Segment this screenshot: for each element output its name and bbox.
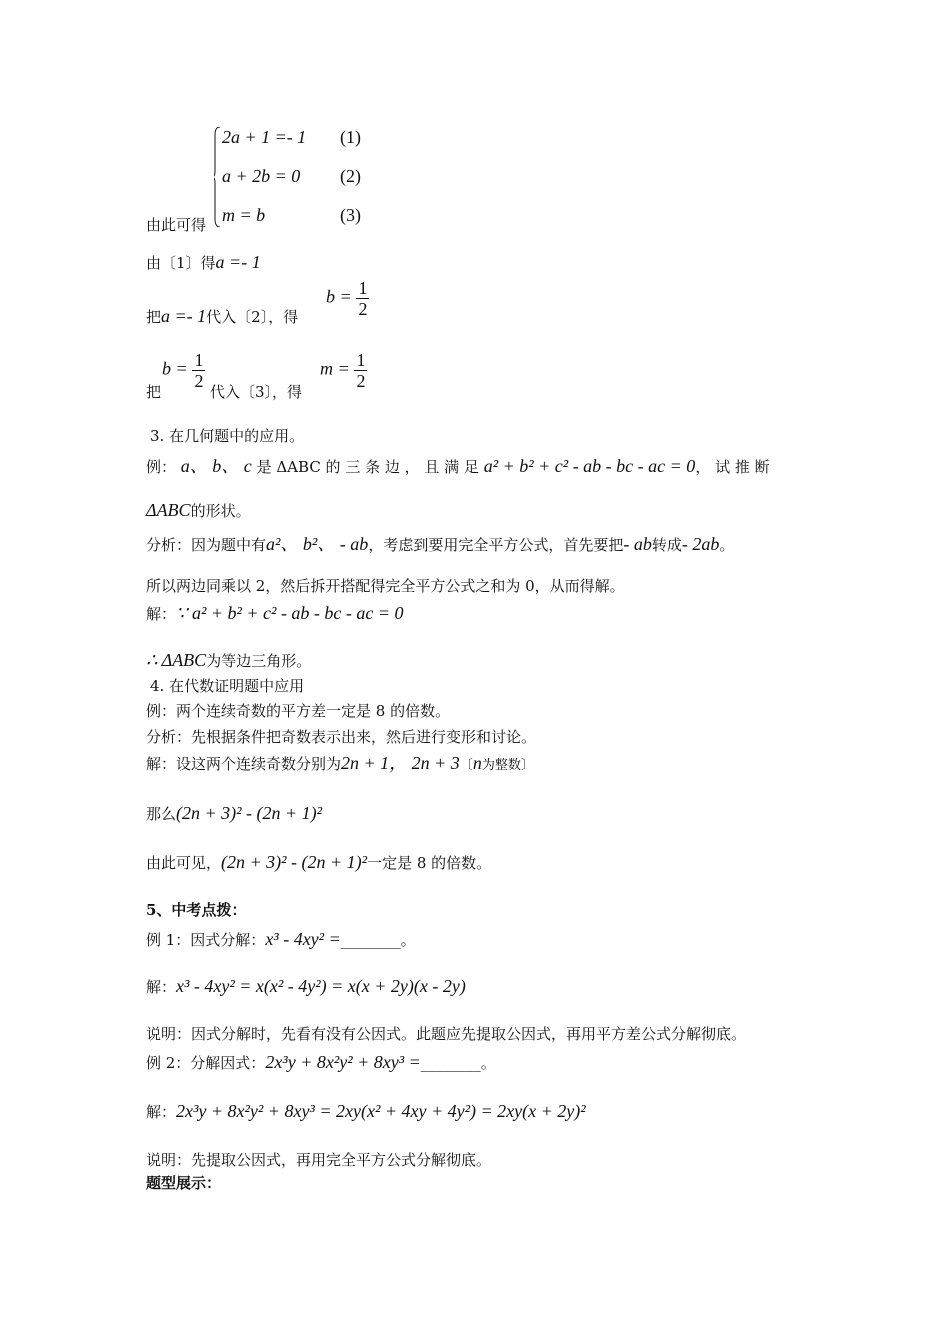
sec3-concl-text: 为等边三角形。	[206, 652, 312, 670]
sec3-concl-math: ∴ ΔABC	[146, 650, 207, 670]
step3-mid: 代入〔3〕，得	[210, 383, 303, 401]
sec4-then-math: (2n + 3)² - (2n + 1)²	[176, 803, 323, 823]
step1-line	[146, 252, 261, 273]
sec4-concl-post: 一定是 8 的倍数。	[367, 854, 492, 872]
sec5-sol1-pre: 解：	[146, 978, 177, 996]
step3-den: 2	[194, 371, 204, 391]
sec3-ana-pre: 分析：因为题中有	[146, 536, 267, 554]
sec3-ex-post: ， 试 推 断	[695, 458, 770, 476]
step3-rfraction	[354, 350, 367, 391]
left-brace	[214, 127, 220, 227]
sec3-ana-to: 转成	[651, 536, 682, 554]
step3-result	[320, 350, 367, 391]
sec3-analysis	[146, 534, 734, 555]
system-label1: (1)	[340, 127, 361, 147]
sec5-title: 5、中考点拨：	[146, 901, 247, 919]
system-intro: 由此可得	[146, 216, 207, 234]
sec4-then	[146, 803, 322, 824]
step3-rlhs: m =	[320, 358, 350, 379]
sec4-then-pre: 那么	[146, 805, 177, 823]
step1-text: 由〔1〕得	[146, 254, 216, 272]
step2-fraction	[356, 278, 369, 319]
step3-lhs: b =	[162, 358, 188, 379]
sec5-ex1-blank: ________	[340, 931, 401, 949]
system-eq1: 2a + 1 =- 1	[222, 127, 307, 147]
sec3-example-line2	[146, 500, 251, 521]
sec3-sol-pre: 解：	[146, 605, 177, 623]
sec3-ex2-math: ΔABC	[146, 500, 191, 520]
sec3-ana-mid: ，考虑到要用完全平方公式，首先要把	[368, 536, 624, 554]
step2-line	[146, 306, 298, 327]
sec3-ana-terms: a²、 b²、 - ab	[266, 534, 369, 554]
sec5-sol2-math: 2x³y + 8x²y² + 8xy³ = 2xy(x² + 4xy + 4y²) = 2xy(x + 2y)²	[176, 1101, 586, 1121]
question-types-title: 题型展示：	[146, 1174, 222, 1192]
sec5-note1: 说明：因式分解时，先看有没有公因式。此题应先提取公因式，再用平方差公式分解彻底。	[146, 1025, 747, 1043]
step3-lhs-block	[162, 350, 205, 391]
sec3-sol-eq: ∵ a² + b² + c² - ab - bc - ac = 0	[176, 603, 404, 623]
step3-rden: 2	[356, 371, 366, 391]
sec5-ex1-math: x³ - 4xy² =	[265, 929, 341, 949]
sec4-concl-pre: 由此可见，	[146, 854, 222, 872]
sec3-ana-end: 。	[719, 536, 735, 554]
system-eq3: m = b	[222, 205, 266, 225]
sec5-solution2	[146, 1101, 586, 1122]
sec3-solution	[146, 603, 404, 624]
step3-num: 1	[194, 350, 204, 370]
sec4-note-post: 为整数〕	[481, 758, 534, 773]
step2-num: 1	[358, 278, 368, 298]
step2-math: a =- 1	[161, 306, 207, 326]
sec4-conclusion	[146, 852, 491, 873]
sec4-note-pre: 〔	[459, 758, 473, 773]
sec3-ex-vars: a、 b、 c	[180, 456, 252, 476]
sec5-ex2-end: 。	[480, 1054, 496, 1072]
sec4-concl-math: (2n + 3)² - (2n + 1)²	[221, 852, 368, 872]
sec5-ex1-pre: 例 1：因式分解：	[146, 931, 266, 949]
sec3-ana-t1: - ab	[623, 534, 652, 554]
step2-result	[326, 278, 369, 319]
sec4-sol-math: 2n + 1， 2n + 3	[341, 753, 460, 773]
sec3-ana-t2: - 2ab	[681, 534, 720, 554]
sec5-example1	[146, 929, 416, 950]
sec4-sol-pre: 解：设这两个连续奇数分别为	[146, 755, 342, 773]
sec5-note2: 说明：先提取公因式，再用完全平方公式分解彻底。	[146, 1151, 492, 1169]
sec5-ex1-end: 。	[400, 931, 416, 949]
system-label3: (3)	[340, 205, 361, 225]
sec5-ex2-pre: 例 2：分解因式：	[146, 1054, 266, 1072]
sec4-analysis: 分析：先根据条件把奇数表示出来，然后进行变形和讨论。	[146, 728, 537, 746]
system-eq2: a + 2b = 0	[222, 166, 301, 186]
sec5-sol2-pre: 解：	[146, 1103, 177, 1121]
sec3-example	[146, 456, 770, 477]
step2-pre: 把	[146, 308, 162, 326]
sec3-ex-pre: 例：	[146, 458, 177, 476]
step2-mid: 代入〔2〕，得	[206, 308, 299, 326]
sec5-example2	[146, 1052, 496, 1073]
sec5-ex2-math: 2x³y + 8x²y² + 8xy³ =	[265, 1052, 421, 1072]
sec4-title: 4. 在代数证明题中应用	[150, 677, 305, 695]
step2-den: 2	[358, 299, 368, 319]
step1-math: a =- 1	[215, 252, 261, 272]
sec4-n: n	[472, 753, 482, 773]
sec5-ex2-blank: ________	[420, 1054, 481, 1072]
sec3-ex-eq: a² + b² + c² - ab - bc - ac = 0	[483, 456, 696, 476]
sec3-conclusion	[146, 650, 311, 671]
step2-lhs: b =	[326, 286, 352, 307]
sec5-sol1-math: x³ - 4xy² = x(x² - 4y²) = x(x + 2y)(x - 2y)	[176, 976, 466, 996]
sec3-title: 3. 在几何题中的应用。	[150, 427, 305, 445]
system-label2: (2)	[340, 166, 361, 186]
sec5-solution1	[146, 976, 466, 997]
step3-pre: 把	[146, 383, 162, 401]
sec3-ex-mid: 是 ΔABC 的 三 条 边 ， 且 满 足	[256, 458, 479, 476]
step3-rnum: 1	[356, 350, 366, 370]
sec3-analysis-line2: 所以两边同乘以 2，然后拆开搭配得完全平方公式之和为 0，从而得解。	[146, 577, 625, 595]
sec4-solution	[146, 753, 534, 776]
sec4-example: 例：两个连续奇数的平方差一定是 8 的倍数。	[146, 702, 451, 720]
step3-fraction	[192, 350, 205, 391]
sec3-ex2-text: 的形状。	[190, 502, 251, 520]
